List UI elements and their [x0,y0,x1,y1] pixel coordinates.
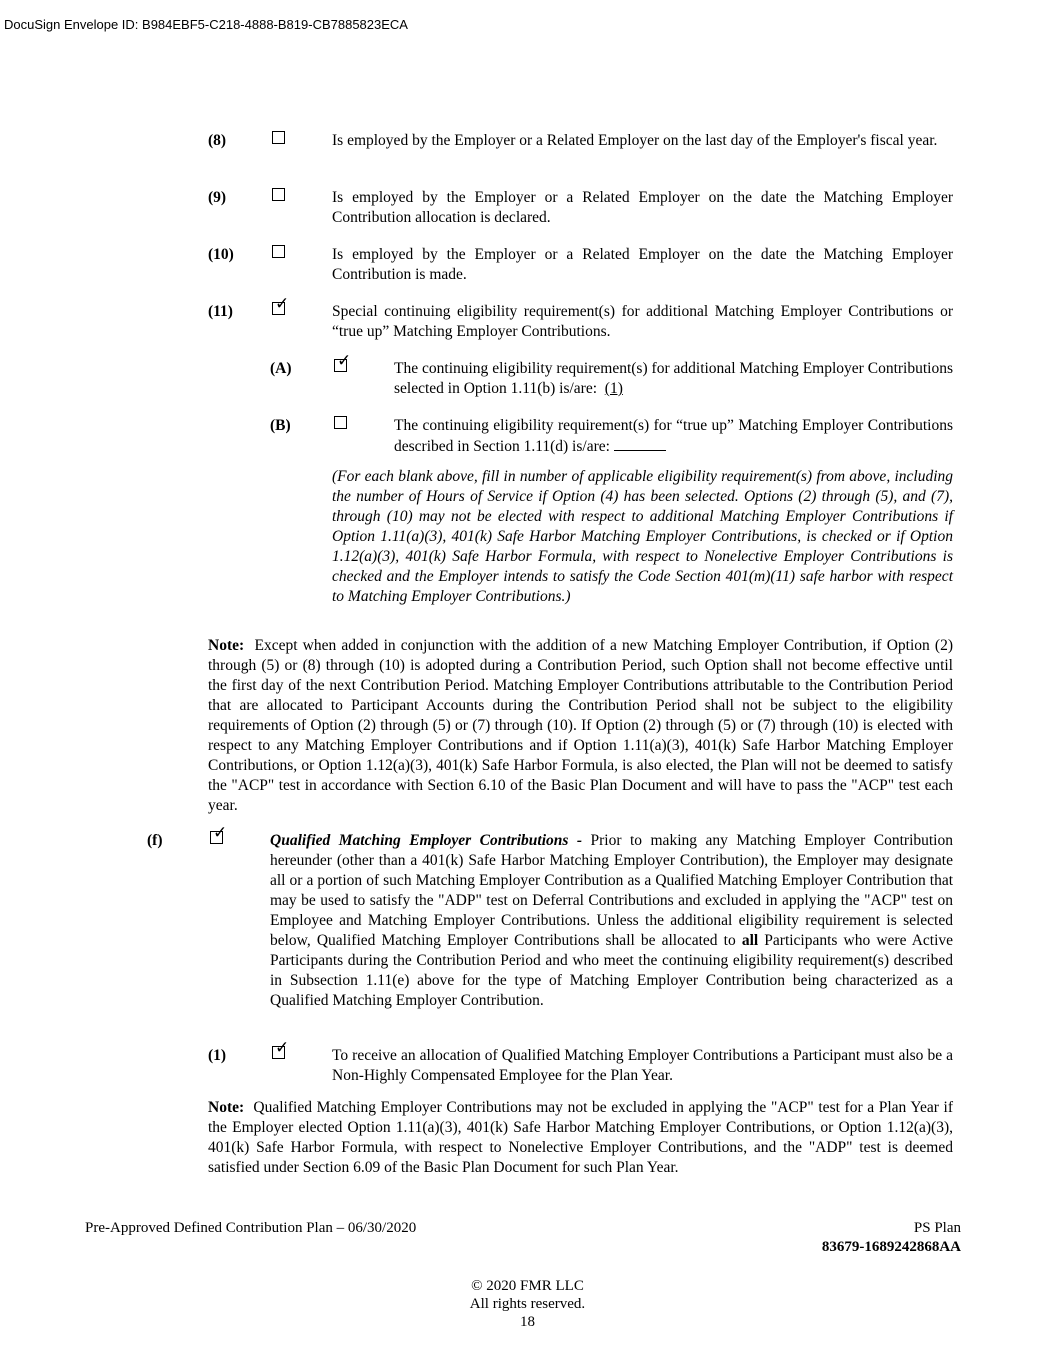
item-11-number: (11) [208,303,233,320]
item-9-checkbox[interactable] [272,188,285,201]
checkmark-icon: ✓ [275,294,290,314]
note-1 [208,636,953,816]
footer-plan-number: 83679-1689242868AA [821,1239,961,1255]
section-f-body-1: Prior to making any Matching Employer Contribution hereunder (other than a 401(k) Safe Harbor Matching Employer Contribution), the Employer may designate all or a portion of such Matching Employer Contribution as a Qualified Matching Employer Contribution that may be used to satisfy the "ADP" test on Deferral Contributions and excluded in applying the "ACP" test on Employee and Matching Employer Contributions. Unless the additional eligibility requirement is selected below, Qualified Matching Employer Contributions shall be allocated to [270,832,953,949]
instruction-text: (For each blank above, fill in number of applicable eligibility requirement(s) from above, including the number of Hours of Service if Option (4) has been selected. Options (2) through (5), and (7), through (10) may not be elected with respect to additional Matching Employer Contributions if Option 1.11(a)(3), 401(k) Safe Harbor Matching Employer Contributions, is checked or if Option 1.12(a)(3), 401(k) Safe Harbor Formula, with respect to Nonelective Employer Contributions is checked and the Employer intends to satisfy the Code Section 401(m)(11) safe harbor with respect to Matching Employer Contributions.) [332,468,953,605]
item-B-text [394,416,953,457]
section-f-number: (f) [147,832,163,849]
item-A-value[interactable]: (1) [604,380,623,397]
note-1-text: Except when added in conjunction with the addition of a new Matching Employer Contribution, if Option (2) through (5) or (8) through (10) is adopted during a Contribution Period, such Option shall not become effective until the first day of the next Contribution Period. Matching Employer Contributions attributable to the Contribution Period that are allocated to Participant Accounts during the Contribution Period shall not be subject to the eligibility requirements of Option (2) through (5) or (7) through (10). If Option (2) through (5) or (7) through (10) is elected with respect to any Matching Employer Contributions and if Option 1.11(a)(3), 401(k) Safe Harbor Matching Employer Contributions, or Option 1.12(a)(3), 401(k) Safe Harbor Formula, is also elected, the Plan will not be deemed to satisfy the "ACP" test in accordance with Section 6.10 of the Basic Plan Document and will have to pass the "ACP" test each year. [208,637,954,814]
footer-copyright [0,1277,1055,1331]
item-10-checkbox[interactable] [272,245,285,258]
page-number: 18 [520,1314,535,1330]
section-f-text [270,831,953,1011]
item-A-text [394,359,953,399]
item-8-checkbox[interactable] [272,131,285,144]
item-A-number: (A) [270,360,292,377]
copyright-line: © 2020 FMR LLC [471,1278,584,1294]
item-B-checkbox[interactable] [334,416,347,429]
checkmark-icon: ✓ [337,351,352,371]
item-B-blank[interactable] [614,436,666,451]
item-A-checkbox[interactable] [334,351,352,372]
note-1-label: Note: [208,637,245,654]
item-10-text: Is employed by the Employer or a Related Employer on the date the Matching Employer Contribution is made. [332,246,953,283]
footer-plan-type: PS Plan [913,1220,961,1236]
envelope-id: DocuSign Envelope ID: B984EBF5-C218-4888-B819-CB7885823ECA [4,17,408,32]
item-A-label: The continuing eligibility requirement(s) for additional Matching Employer Contributions selected in Option 1.11(b) is/are: [394,360,953,397]
note-2-label: Note: [208,1099,245,1116]
item-9-text: Is employed by the Employer or a Related Employer on the date the Matching Employer Contribution allocation is declared. [332,189,953,226]
item-11-checkbox[interactable] [272,294,290,315]
section-f1-checkbox[interactable] [272,1038,290,1059]
checkmark-icon: ✓ [213,823,228,843]
section-f-checkbox[interactable] [210,823,228,844]
rights-line: All rights reserved. [469,1296,586,1312]
item-10-number: (10) [208,246,234,263]
item-9-number: (9) [208,189,227,206]
item-11-text: Special continuing eligibility requirement(s) for additional Matching Employer Contributions or “true up” Matching Employer Contributions. [332,303,953,340]
note-2 [208,1098,953,1178]
section-f-title: Qualified Matching Employer Contributions - [270,832,583,849]
section-f-bold: all [741,932,759,949]
footer-plan-id [822,1219,961,1257]
checkmark-icon: ✓ [275,1038,290,1058]
item-B-number: (B) [270,417,291,434]
section-f1-text: To receive an allocation of Qualified Matching Employer Contributions a Participant must also be a Non-Highly Compensated Employee for the Plan Year. [332,1047,953,1084]
item-8-text: Is employed by the Employer or a Related Employer on the last day of the Employer's fiscal year. [332,132,938,149]
footer-plan-name: Pre-Approved Defined Contribution Plan – 06/30/2020 [85,1220,417,1236]
note-2-text: Qualified Matching Employer Contributions may not be excluded in applying the "ACP" test for a Plan Year if the Employer elected Option 1.11(a)(3), 401(k) Safe Harbor Matching Employer Contributions, or Option 1.12(a)(3), 401(k) Safe Harbor Formula, with respect to Nonelective Employer Contributions, and the "ADP" test is deemed satisfied under Section 6.09 of the Basic Plan Document for such Plan Year. [208,1099,954,1176]
item-B-label: The continuing eligibility requirement(s) for “true up” Matching Employer Contributions described in Section 1.11(d) is/are: [394,417,953,455]
item-8-number: (8) [208,132,227,149]
section-f1-number: (1) [208,1047,227,1064]
section-f-body-2: Participants who were Active Participants during the Contribution Period and who meet the continuing eligibility requirement(s) described in Subsection 1.11(e) above for the type of Matching Employer Contribution being characterized as a Qualified Matching Employer Contribution. [270,932,954,1009]
